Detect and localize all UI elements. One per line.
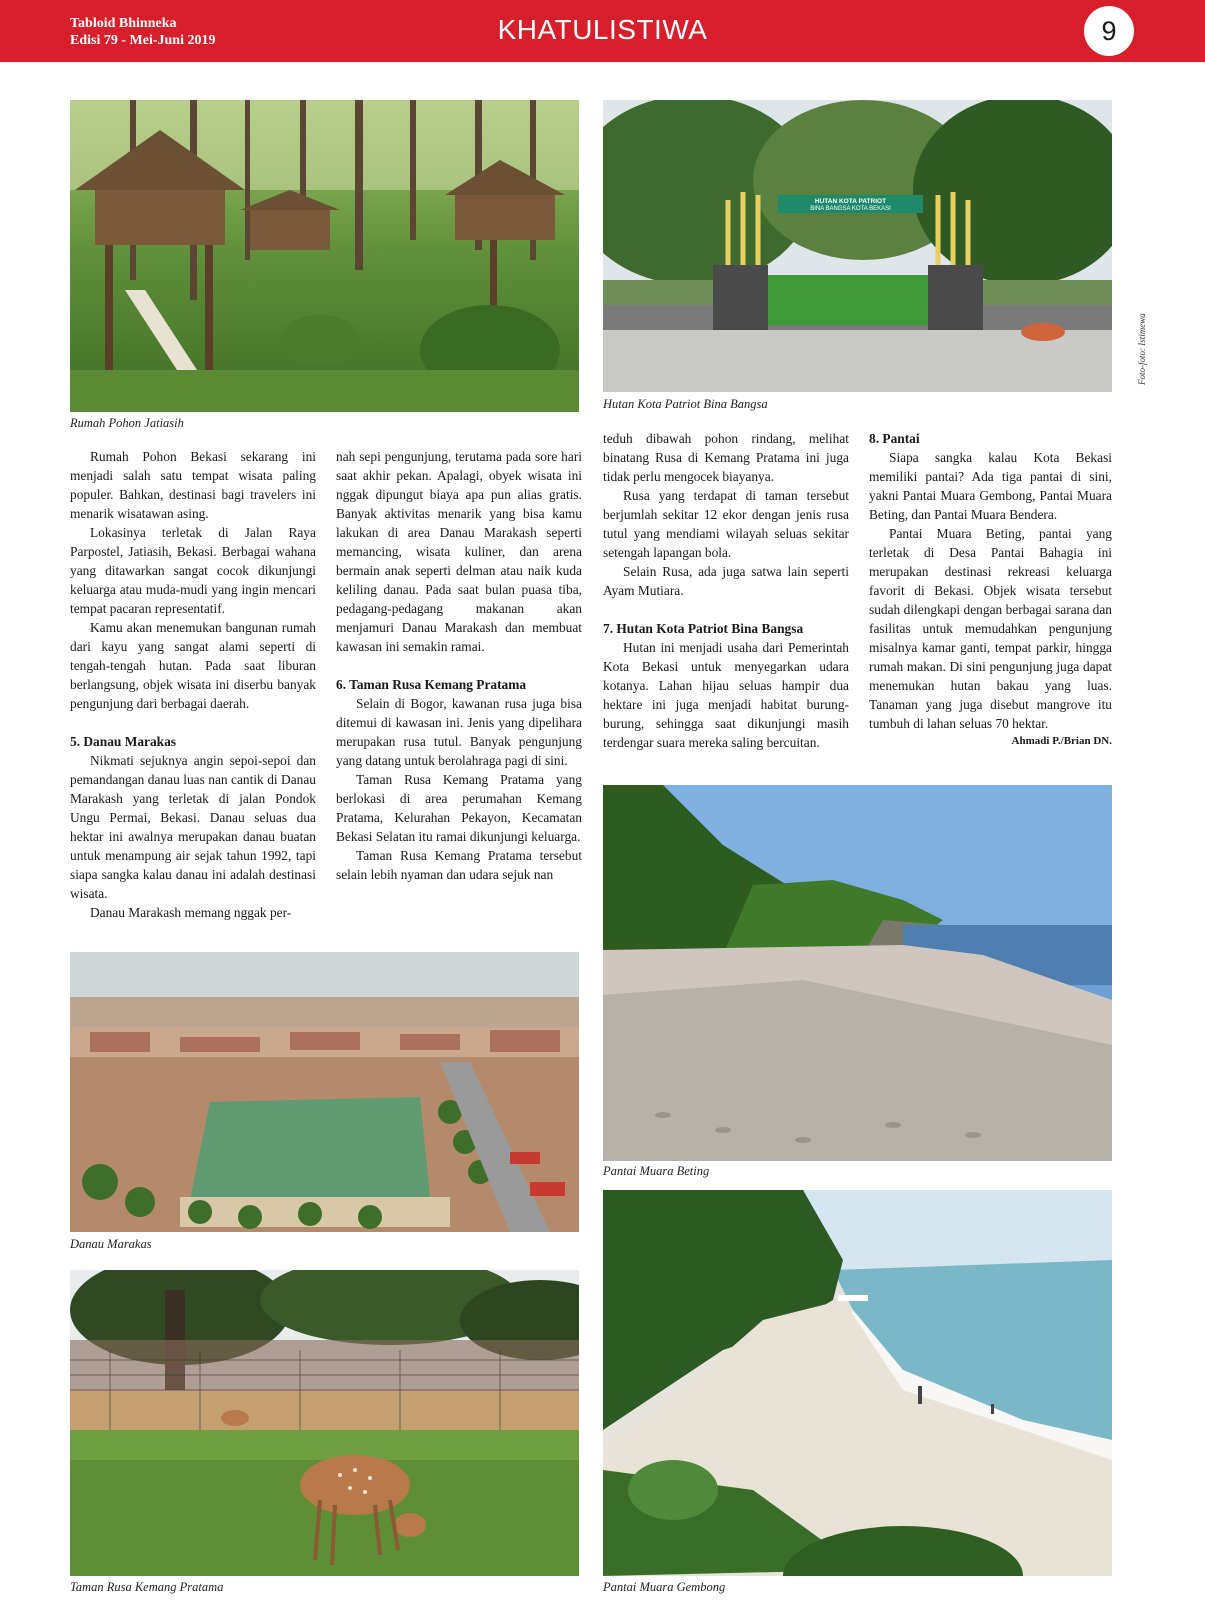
gate-sign-line1: HUTAN KOTA PATRIOT — [814, 198, 887, 205]
section-heading-5: 5. Danau Marakas — [70, 734, 177, 749]
paragraph: Rusa yang terdapat di taman tersebut berjumlah sekitar 12 ekor dengan jenis rusa tutul yang mendiami wilayah seluas sekitar setengah lapangan bola. — [603, 488, 849, 560]
text-column-4 — [869, 429, 1112, 750]
paragraph: Taman Rusa Kemang Pratama yang berlokasi di area perumahan Kemang Pratama, Kelurahan Pekayon, Kecamatan Bekasi Selatan itu ramai dikunjungi keluarga. — [336, 772, 582, 844]
photo-taman-rusa — [70, 1270, 579, 1576]
publication-name: Tabloid Bhinneka — [70, 16, 177, 31]
section-heading-6: 6. Taman Rusa Kemang Pratama — [336, 677, 527, 692]
text-column-3 — [603, 429, 849, 752]
text-column-1 — [70, 447, 316, 922]
paragraph: Lokasinya terletak di Jalan Raya Parpostel, Jatiasih, Bekasi. Berbagai wahana yang ditawarkan sangat cocok dikunjungi keluarga atau muda-mudi yang ingin mencari tempat pacaran representatif. — [70, 525, 316, 616]
caption-beting: Pantai Muara Beting — [603, 1164, 710, 1178]
photo-credit: Foto-foto: Istimewa — [1137, 313, 1147, 385]
paragraph: Pantai Muara Beting, pantai yang terletak di Desa Pantai Bahagia ini merupakan destinasi rekreasi keluarga favorit di Bekasi. Objek wisata tersebut sudah dilengkapi dengan berbagai sarana dan fasilitas untuk memudahkan pengunjung misalnya kamar ganti, tempat parkir, hingga rumah makan. Di sini pengunjung juga dapat menemukan hutan bakau yang luas. Tanaman yang juga disebut mangrove itu tumbuh di lahan seluas 70 hektar. — [869, 526, 1112, 731]
section-heading-7: 7. Hutan Kota Patriot Bina Bangsa — [603, 621, 804, 636]
paragraph: teduh dibawah pohon rindang, melihat binatang Rusa di Kemang Pratama ini juga tidak perlu mengocek biayanya. — [603, 431, 849, 484]
text-column-2 — [336, 447, 582, 884]
photo-pantai-gembong — [603, 1190, 1112, 1576]
photo-rumah-pohon — [70, 100, 579, 412]
paragraph: Taman Rusa Kemang Pratama tersebut selain lebih nyaman dan udara sejuk nan — [336, 848, 582, 882]
paragraph: nah sepi pengunjung, terutama pada sore hari saat akhir pekan. Apalagi, obyek wisata ini nggak dipungut biaya apa pun alias gratis. Banyak aktivitas menarik yang bisa kamu lakukan di area Danau Marakash seperti memancing, wisata kuliner, dan arena bermain anak seperti delman atau naik kuda keliling danau. Pada saat bulan puasa tiba, pedagang-pedagang makanan akan menjamuri Danau Marakash dan membuat kawasan ini semakin ramai. — [336, 449, 582, 654]
author-byline: Ahmadi P./Brian DN. — [1011, 735, 1112, 747]
caption-hutan-kota: Hutan Kota Patriot Bina Bangsa — [603, 397, 768, 411]
photo-hutan-kota — [603, 100, 1112, 392]
caption-rusa: Taman Rusa Kemang Pratama — [70, 1580, 224, 1594]
section-heading-8: 8. Pantai — [869, 431, 920, 446]
section-title: KHATULISTIWA — [497, 14, 708, 45]
gate-sign-line2: BINA BANGSA KOTA BEKASI — [810, 206, 891, 212]
paragraph: Nikmati sejuknya angin sepoi-sepoi dan pemandangan danau luas nan cantik di Danau Marakash yang terletak di jalan Pondok Ungu Permai, Bekasi. Danau seluas dua hektar ini awalnya merupakan danau buatan untuk menampung air sejak tahun 1992, tapi siapa sangka kalau danau ini adalah destinasi wisata. — [70, 753, 316, 901]
paragraph: Selain Rusa, ada juga satwa lain seperti Ayam Mutiara. — [603, 564, 849, 598]
caption-gembong: Pantai Muara Gembong — [603, 1580, 726, 1594]
photo-pantai-beting — [603, 785, 1112, 1161]
paragraph: Hutan ini menjadi usaha dari Pemerintah Kota Bekasi untuk menyegarkan udara kotanya. Lahan hijau seluas hampir dua hektare ini juga menjadi habitat burung-burung, sehingga saat dikunjungi masih terdengar suara mereka saling bercuitan. — [603, 640, 849, 750]
photo-danau-marakas — [70, 952, 579, 1232]
paragraph: Siapa sangka kalau Kota Bekasi memiliki pantai? Ada tiga pantai di sini, yakni Pantai Muara Gembong, Pantai Muara Beting, dan Pantai Muara Bendera. — [869, 450, 1112, 522]
caption-rumah-pohon: Rumah Pohon Jatiasih — [70, 416, 184, 430]
paragraph: Rumah Pohon Bekasi sekarang ini menjadi salah satu tempat wisata paling populer. Bahkan, destinasi bagi travelers ini menarik wisatawan asing. — [70, 449, 316, 521]
page-header — [0, 0, 1205, 62]
caption-danau: Danau Marakas — [70, 1237, 152, 1251]
paragraph: Danau Marakash memang nggak per- — [90, 905, 292, 920]
paragraph: Selain di Bogor, kawanan rusa juga bisa ditemui di kawasan ini. Jenis yang dipelihara merupakan rusa tutul. Banyak pengunjung yang datang untuk berolahraga pagi di sini. — [336, 696, 582, 768]
paragraph: Kamu akan menemukan bangunan rumah dari kayu yang sangat alami seperti di tengah-tengah hutan. Pada saat liburan berlangsung, objek wisata ini diserbu banyak pengunjung dari berbagai daerah. — [70, 620, 316, 711]
edition-label: Edisi 79 - Mei-Juni 2019 — [70, 33, 216, 48]
page-number: 9 — [1084, 6, 1134, 56]
